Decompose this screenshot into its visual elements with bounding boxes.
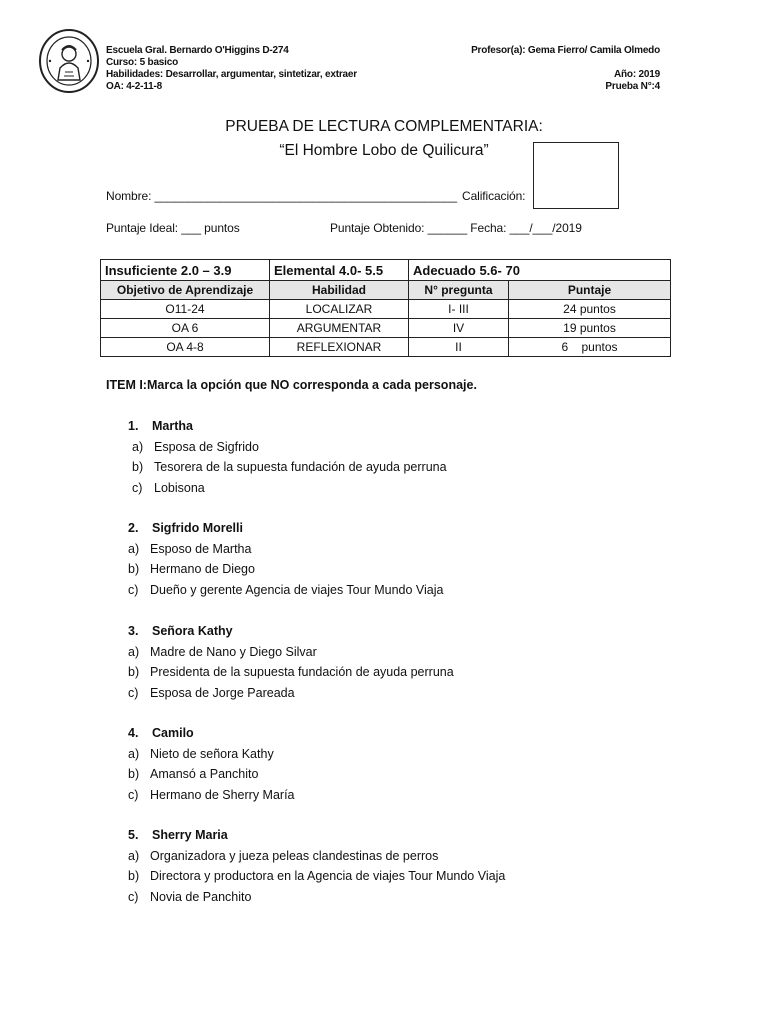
cell: LOCALIZAR	[270, 300, 409, 319]
option-b[interactable]: b) Amansó a Panchito	[128, 767, 259, 781]
question-title: 3. Señora Kathy	[128, 624, 233, 638]
header-right	[400, 45, 660, 93]
question-title: 5. Sherry Maria	[128, 828, 228, 842]
oa-code: OA: 4-2-11-8	[106, 81, 162, 92]
school-name: Escuela Gral. Bernardo O'Higgins D-274	[106, 45, 289, 56]
cell: O11-24	[101, 300, 270, 319]
option-a[interactable]: a) Nieto de señora Kathy	[128, 747, 274, 761]
item-title: ITEM I:Marca la opción que NO corresponda a cada personaje.	[106, 378, 477, 392]
school-seal-logo	[38, 28, 100, 94]
score-table	[100, 259, 671, 357]
teacher-name: Profesor(a): Gema Fierro/ Camila Olmedo	[471, 45, 660, 56]
col-puntaje: Puntaje	[509, 281, 671, 300]
option-c[interactable]: c) Novia de Panchito	[128, 890, 252, 904]
option-c[interactable]: c) Lobisona	[132, 481, 205, 495]
cell: IV	[409, 319, 509, 338]
cell: REFLEXIONAR	[270, 338, 409, 357]
table-row	[101, 300, 671, 319]
option-c[interactable]: c) Hermano de Sherry María	[128, 788, 295, 802]
option-a[interactable]: a) Esposa de Sigfrido	[132, 440, 259, 454]
option-c[interactable]: c) Dueño y gerente Agencia de viajes Tour Mundo Viaja	[128, 583, 444, 597]
option-c[interactable]: c) Esposa de Jorge Pareada	[128, 686, 295, 700]
book-title: “El Hombre Lobo de Quilicura”	[279, 142, 489, 159]
course: Curso: 5 basico	[106, 57, 179, 68]
table-row	[101, 319, 671, 338]
cell: II	[409, 338, 509, 357]
option-a[interactable]: a) Esposo de Martha	[128, 542, 252, 556]
col-pregunta: N° pregunta	[409, 281, 509, 300]
question-title: 2. Sigfrido Morelli	[128, 521, 243, 535]
question-title: 1. Martha	[128, 419, 193, 433]
obtained-score-date-field[interactable]: Puntaje Obtenido: ______ Fecha: ___/___/2019	[330, 221, 582, 235]
level-insuficiente: Insuficiente 2.0 – 3.9	[101, 260, 270, 281]
col-objetivo: Objetivo de Aprendizaje	[101, 281, 270, 300]
level-elemental: Elemental 4.0- 5.5	[270, 260, 409, 281]
grade-label: Calificación:	[462, 189, 526, 203]
header-left	[106, 45, 436, 93]
skills: Habilidades: Desarrollar, argumentar, sintetizar, extraer	[106, 69, 357, 80]
cell: OA 6	[101, 319, 270, 338]
year: Año: 2019	[614, 69, 660, 80]
cell: 19 puntos	[509, 319, 671, 338]
test-title: PRUEBA DE LECTURA COMPLEMENTARIA:	[225, 118, 543, 135]
option-b[interactable]: b) Directora y productora en la Agencia de viajes Tour Mundo Viaja	[128, 869, 506, 883]
cell: OA 4-8	[101, 338, 270, 357]
table-row	[101, 338, 671, 357]
question-title: 4. Camilo	[128, 726, 194, 740]
option-b[interactable]: b) Hermano de Diego	[128, 562, 255, 576]
name-field[interactable]: Nombre: ______________________________________________	[106, 189, 457, 203]
header-row	[101, 281, 671, 300]
cell: 24 puntos	[509, 300, 671, 319]
option-a[interactable]: a) Organizadora y jueza peleas clandestinas de perros	[128, 849, 439, 863]
option-b[interactable]: b) Presidenta de la supuesta fundación de ayuda perruna	[128, 665, 454, 679]
cell: 6 puntos	[509, 338, 671, 357]
levels-row	[101, 260, 671, 281]
level-adecuado: Adecuado 5.6- 70	[409, 260, 671, 281]
cell: I- III	[409, 300, 509, 319]
col-habilidad: Habilidad	[270, 281, 409, 300]
test-number: Prueba N°:4	[605, 81, 660, 92]
cell: ARGUMENTAR	[270, 319, 409, 338]
ideal-score-field[interactable]: Puntaje Ideal: ___ puntos	[106, 221, 240, 235]
option-a[interactable]: a) Madre de Nano y Diego Silvar	[128, 645, 317, 659]
option-b[interactable]: b) Tesorera de la supuesta fundación de ayuda perruna	[132, 460, 447, 474]
grade-box[interactable]	[533, 142, 619, 209]
